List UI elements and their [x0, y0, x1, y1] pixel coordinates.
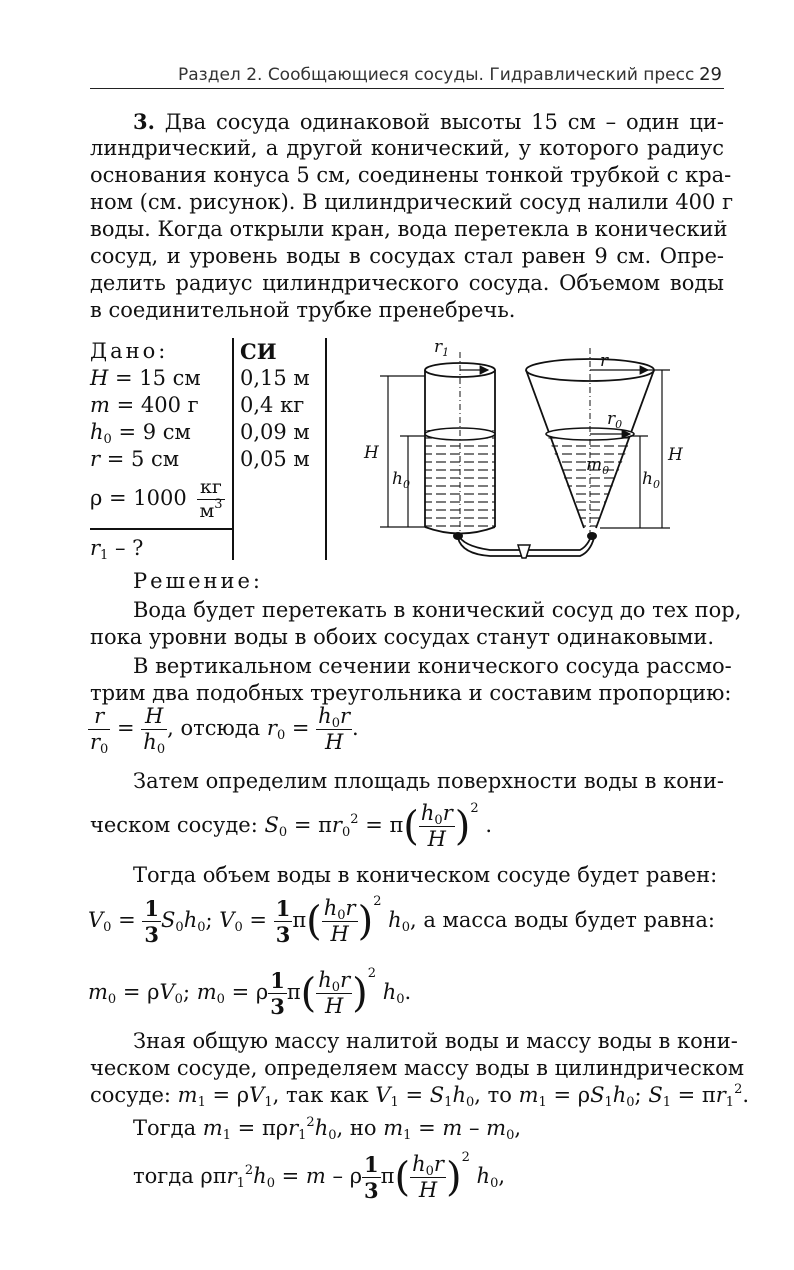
label-r: r	[600, 351, 609, 371]
si-H: 0,15 м	[240, 366, 310, 390]
si-h0: 0,09 м	[240, 420, 310, 444]
figure-divider	[325, 338, 327, 560]
solution-p2-line2: трим два подобных треугольника и составим пропорцию:	[90, 681, 732, 705]
solution-p1-line1: Вода будет перетекать в конический сосуд до тех пор,	[133, 598, 742, 622]
given-h0: $h_0 = 9$ см	[90, 420, 191, 447]
problem-line-8: в соединительной трубке пренебречь.	[90, 298, 516, 322]
label-m0: $m_0$	[586, 455, 610, 477]
vessels-figure	[350, 338, 700, 568]
given-H: H = 15 см	[90, 366, 201, 390]
equation-area: ческом сосуде: $S_0 = \pi r_0^2 = \pi$( $\frac{h_0r}{H}$ )$^2$ .	[90, 801, 492, 851]
solution-p7: тогда $\rho\pi r_1^2h_0 = m - \rho$ $\frac{1}{3}$ π( $\frac{h_0r}{H}$ )$^2$ $h_0$,	[133, 1150, 506, 1203]
solution-p1-line2: пока уровни воды в обоих сосудах станут одинаковыми.	[90, 625, 715, 649]
problem-line-3: основания конуса 5 см, соединены тонкой трубкой с кра-	[90, 163, 732, 187]
label-r1: $r_1$	[434, 338, 450, 359]
given-divider	[90, 528, 232, 530]
solution-p4-line1: Тогда объем воды в коническом сосуде будет равен:	[133, 863, 718, 887]
running-header	[90, 62, 724, 89]
cylinder-vessel	[425, 352, 495, 534]
equation-proportion: $\frac{r}{r_0}$ = $\frac{H}{h_0}$ , отсюда $r_0$ = $\frac{h_0r}{H}$ .	[90, 704, 359, 757]
problem-number: 3.	[133, 109, 155, 134]
solution-p6: Тогда $m_1 = \pi\rho r_1^2h_0$, но $m_1 = m - m_0$,	[133, 1115, 522, 1143]
si-column-divider	[232, 338, 234, 560]
given-heading: Дано:	[90, 339, 169, 363]
solution-p2-line1: В вертикальном сечении конического сосуда рассмо-	[133, 654, 732, 678]
label-r0: $r_0$	[607, 409, 623, 431]
label-H-left: H	[364, 443, 379, 463]
given-rho: ρ = 1000 $\frac{кг}{м^3}$	[90, 476, 223, 522]
section-title: Раздел 2. Сообщающиеся сосуды. Гидравлический пресс	[178, 65, 695, 85]
cone-vessel	[526, 348, 654, 533]
problem-line-4: ном (см. рисунок). В цилиндрический сосуд налили 400 г	[90, 190, 734, 214]
problem-line-1: 3. Два сосуда одинаковой высоты 15 см – один ци-	[133, 109, 724, 134]
equation-volume: $V_0$ = $\frac{1}{3}$ $S_0h_0$; $V_0$ = $\frac{1}{3}$ π( $\frac{h_0r}{H}$ )$^2$ $h_0$, а масса воды будет равна:	[88, 894, 715, 947]
si-m: 0,4 кг	[240, 393, 305, 417]
si-heading: СИ	[240, 339, 277, 364]
label-H-right: H	[668, 445, 683, 465]
connecting-tube	[453, 532, 597, 558]
label-h0-right: $h_0$	[642, 469, 660, 491]
solution-p5-line2: ческом сосуде, определяем массу воды в цилиндрическом	[90, 1056, 745, 1080]
problem-line-2: линдрический, а другой конический, у которого радиус	[90, 136, 724, 160]
problem-line-6: сосуд, и уровень воды в сосудах стал равен 9 см. Опре-	[90, 244, 724, 268]
solution-p3-line1: Затем определим площадь поверхности воды в кони-	[133, 769, 724, 793]
find-r1: $r_1$ – ?	[90, 536, 144, 563]
problem-line-7: делить радиус цилиндрического сосуда. Объемом воды	[90, 271, 724, 295]
solution-p5-line1: Зная общую массу налитой воды и массу воды в кони-	[133, 1029, 738, 1053]
given-m: m = 400 г	[90, 393, 199, 417]
solution-heading: Решение:	[133, 569, 264, 593]
label-h0-left: $h_0$	[392, 469, 410, 491]
solution-p5-line3: сосуде: $m_1 = \rho V_1$, так как $V_1 = S_1h_0$, то $m_1 = \rho S_1h_0$; $S_1 = \pi r_1^2$.	[90, 1082, 750, 1110]
given-r: r = 5 см	[90, 447, 180, 471]
problem-line-5: воды. Когда открыли кран, вода перетекла в конический	[90, 217, 728, 241]
si-r: 0,05 м	[240, 447, 310, 471]
equation-mass-cone: $m_0 = \rho V_0$; $m_0 = \rho$ $\frac{1}{3}$ π( $\frac{h_0r}{H}$ )$^2$ $h_0$.	[88, 966, 412, 1019]
page-number: 29	[699, 64, 722, 85]
